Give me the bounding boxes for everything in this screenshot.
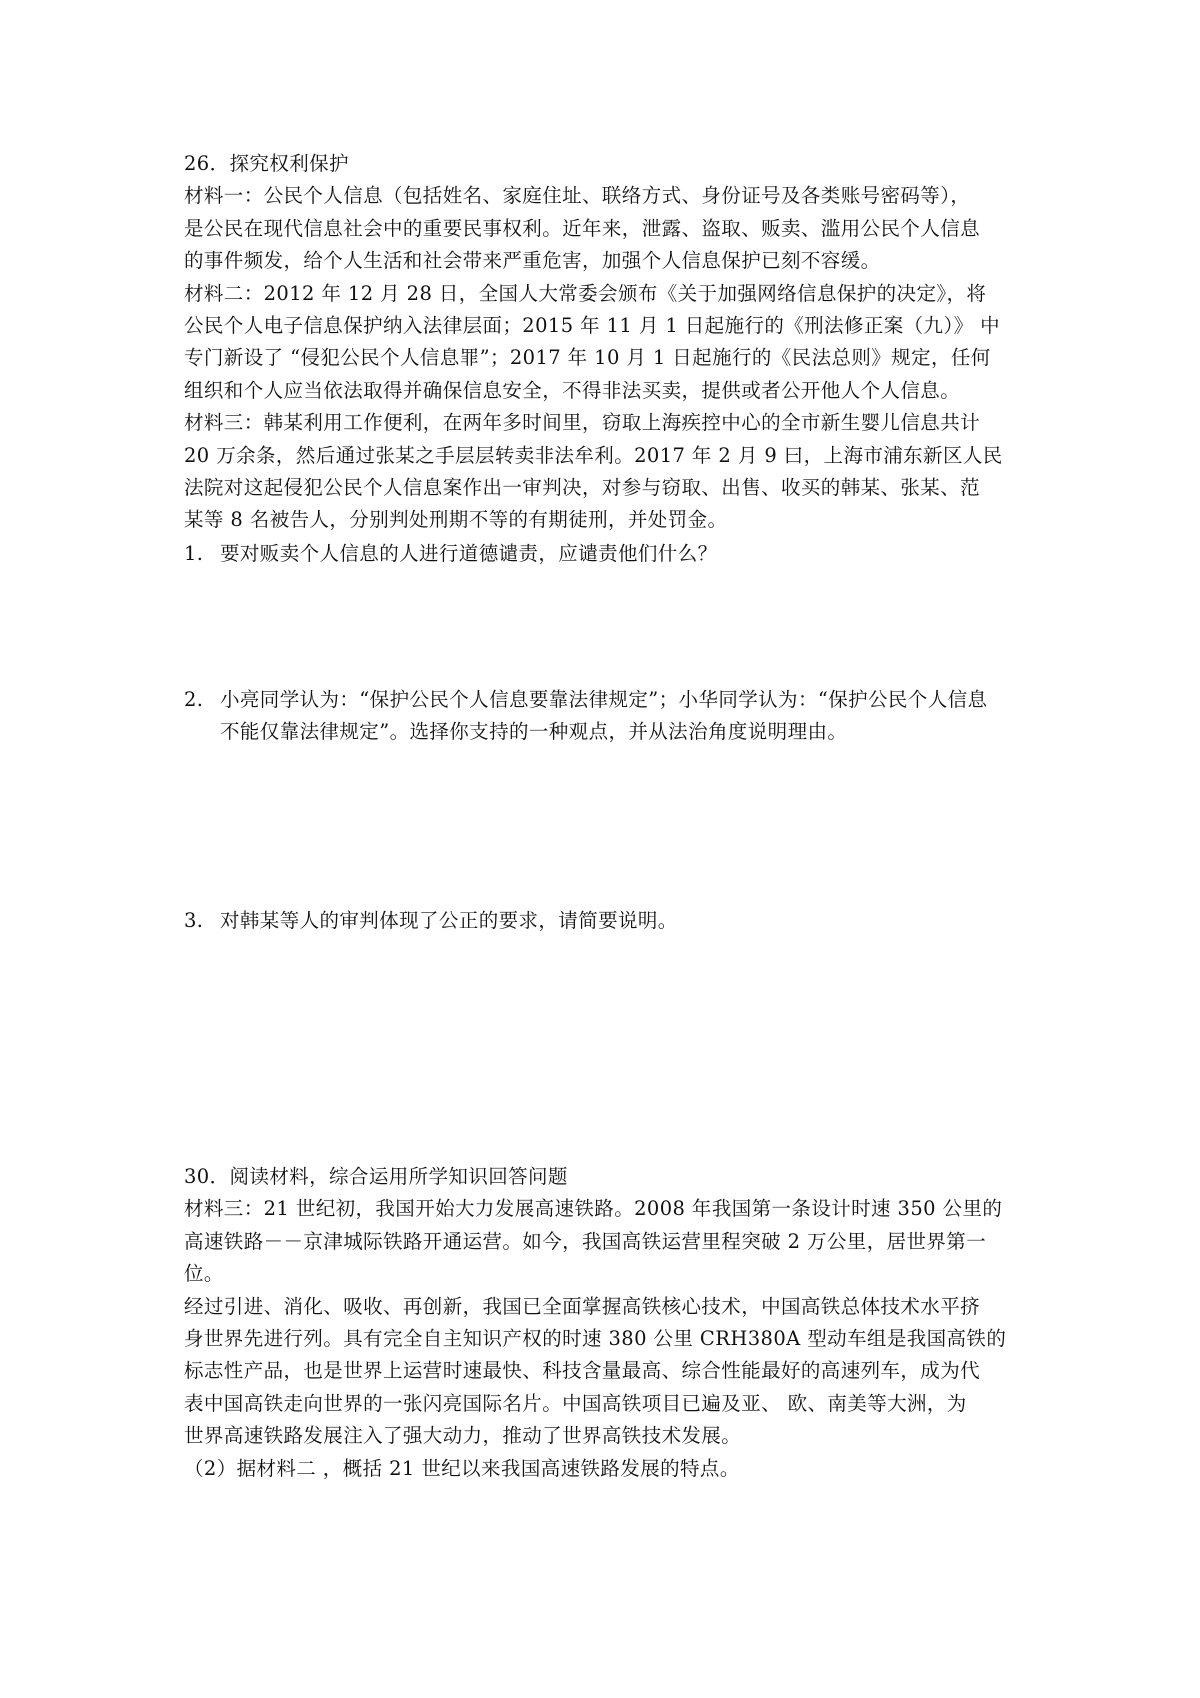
material-1-line: 材料一：公民个人信息（包括姓名、家庭住址、联络方式、身份证号及各类账号密码等）， <box>184 184 971 208</box>
section-30-heading: 30．阅读材料，综合运用所学知识回答问题 <box>184 1165 568 1188</box>
section-26 <box>184 148 1029 537</box>
material-2-line: 公民个人电子信息保护纳入法律层面；2015 年 11 月 1 日起施行的《刑法修正案（九）》 中 <box>184 313 1000 337</box>
question-number: 2. <box>184 688 204 711</box>
material-line: 位。 <box>184 1262 224 1286</box>
material-line: 经过引进、消化、吸收、再创新，我国已全面掌握高铁核心技术，中国高铁总体技术水平挤 <box>184 1294 981 1318</box>
material-line: 高速铁路－－京津城际铁路开通运营。如今，我国高铁运营里程突破 2 万公里，居世界第一 <box>184 1229 987 1253</box>
material-3-line: 某等 8 名被告人，分别判处刑期不等的有期徒刑，并处罚金。 <box>184 508 728 532</box>
question-number: 3. <box>184 909 204 932</box>
material-line: 表中国高铁走向世界的一张闪亮国际名片。中国高铁项目已遍及亚、 欧、南美等大洲，为 <box>184 1391 967 1415</box>
question-text <box>220 905 1030 937</box>
section-30-question: （2）据材料二 ，概括 21 世纪以来我国高速铁路发展的特点。 <box>184 1456 740 1480</box>
section-30 <box>184 1161 1029 1485</box>
question-line: 要对贩卖个人信息的人进行道德谴责，应谴责他们什么？ <box>220 542 718 565</box>
material-2-line: 材料二：2012 年 12 月 28 日，全国人大常委会颁布《关于加强网络信息保护的决定》，将 <box>184 281 987 305</box>
material-line: 世界高速铁路发展注入了强大动力，推动了世界高铁技术发展。 <box>184 1424 742 1448</box>
section-26-heading: 26．探究权利保护 <box>184 152 349 175</box>
material-3-line: 法院对这起侵犯公民个人信息案作出一审判决，对参与窃取、出售、收买的韩某、张某、范 <box>184 475 981 499</box>
question-number: 1. <box>184 542 204 565</box>
material-line: 标志性产品，也是世界上运营时速最快、科技含量最高、综合性能最好的高速列车，成为代 <box>184 1359 981 1383</box>
material-3-line: 20 万余条，然后通过张某之手层层转卖非法牟利。2017 年 2 月 9 曰，上海市浦东新区人民 <box>184 443 1003 467</box>
question-line: 小亮同学认为：“保护公民个人信息要靠法律规定”；小华同学认为：“保护公民个人信息 <box>220 688 988 711</box>
material-line: 身世界先进行列。具有完全自主知识产权的时速 380 公里 CRH380A 型动车组是我国高铁的 <box>184 1326 1007 1350</box>
material-2-line: 专门新设了 “侵犯公民个人信息罪”；2017 年 10 月 1 日起施行的《民法总则》规定，任何 <box>184 346 991 370</box>
question-2 <box>184 684 1029 750</box>
question-line: 不能仅靠法律规定”。选择你支持的一种观点，并从法治角度说明理由。 <box>220 720 848 744</box>
question-1 <box>184 538 1029 571</box>
question-text <box>220 684 1030 749</box>
question-line: 对韩某等人的审判体现了公正的要求，请简要说明。 <box>220 909 678 932</box>
material-3-line: 材料三：韩某利用工作便利，在两年多时间里，窃取上海疾控中心的全市新生婴儿信息共计 <box>184 411 981 435</box>
material-1-line: 是公民在现代信息社会中的重要民事权利。近年来，泄露、盗取、贩卖、滥用公民个人信息 <box>184 216 981 240</box>
material-line: 材料三：21 世纪初，我国开始大力发展高速铁路。2008 年我国第一条设计时速 350 公里的 <box>184 1197 1003 1221</box>
material-1-line: 的事件频发，给个人生活和社会带来严重危害，加强个人信息保护已刻不容缓。 <box>184 249 881 273</box>
material-2-line: 组织和个人应当依法取得并确保信息安全，不得非法买卖，提供或者公开他人个人信息。 <box>184 378 961 402</box>
question-3 <box>184 905 1029 938</box>
question-text <box>220 538 1030 570</box>
